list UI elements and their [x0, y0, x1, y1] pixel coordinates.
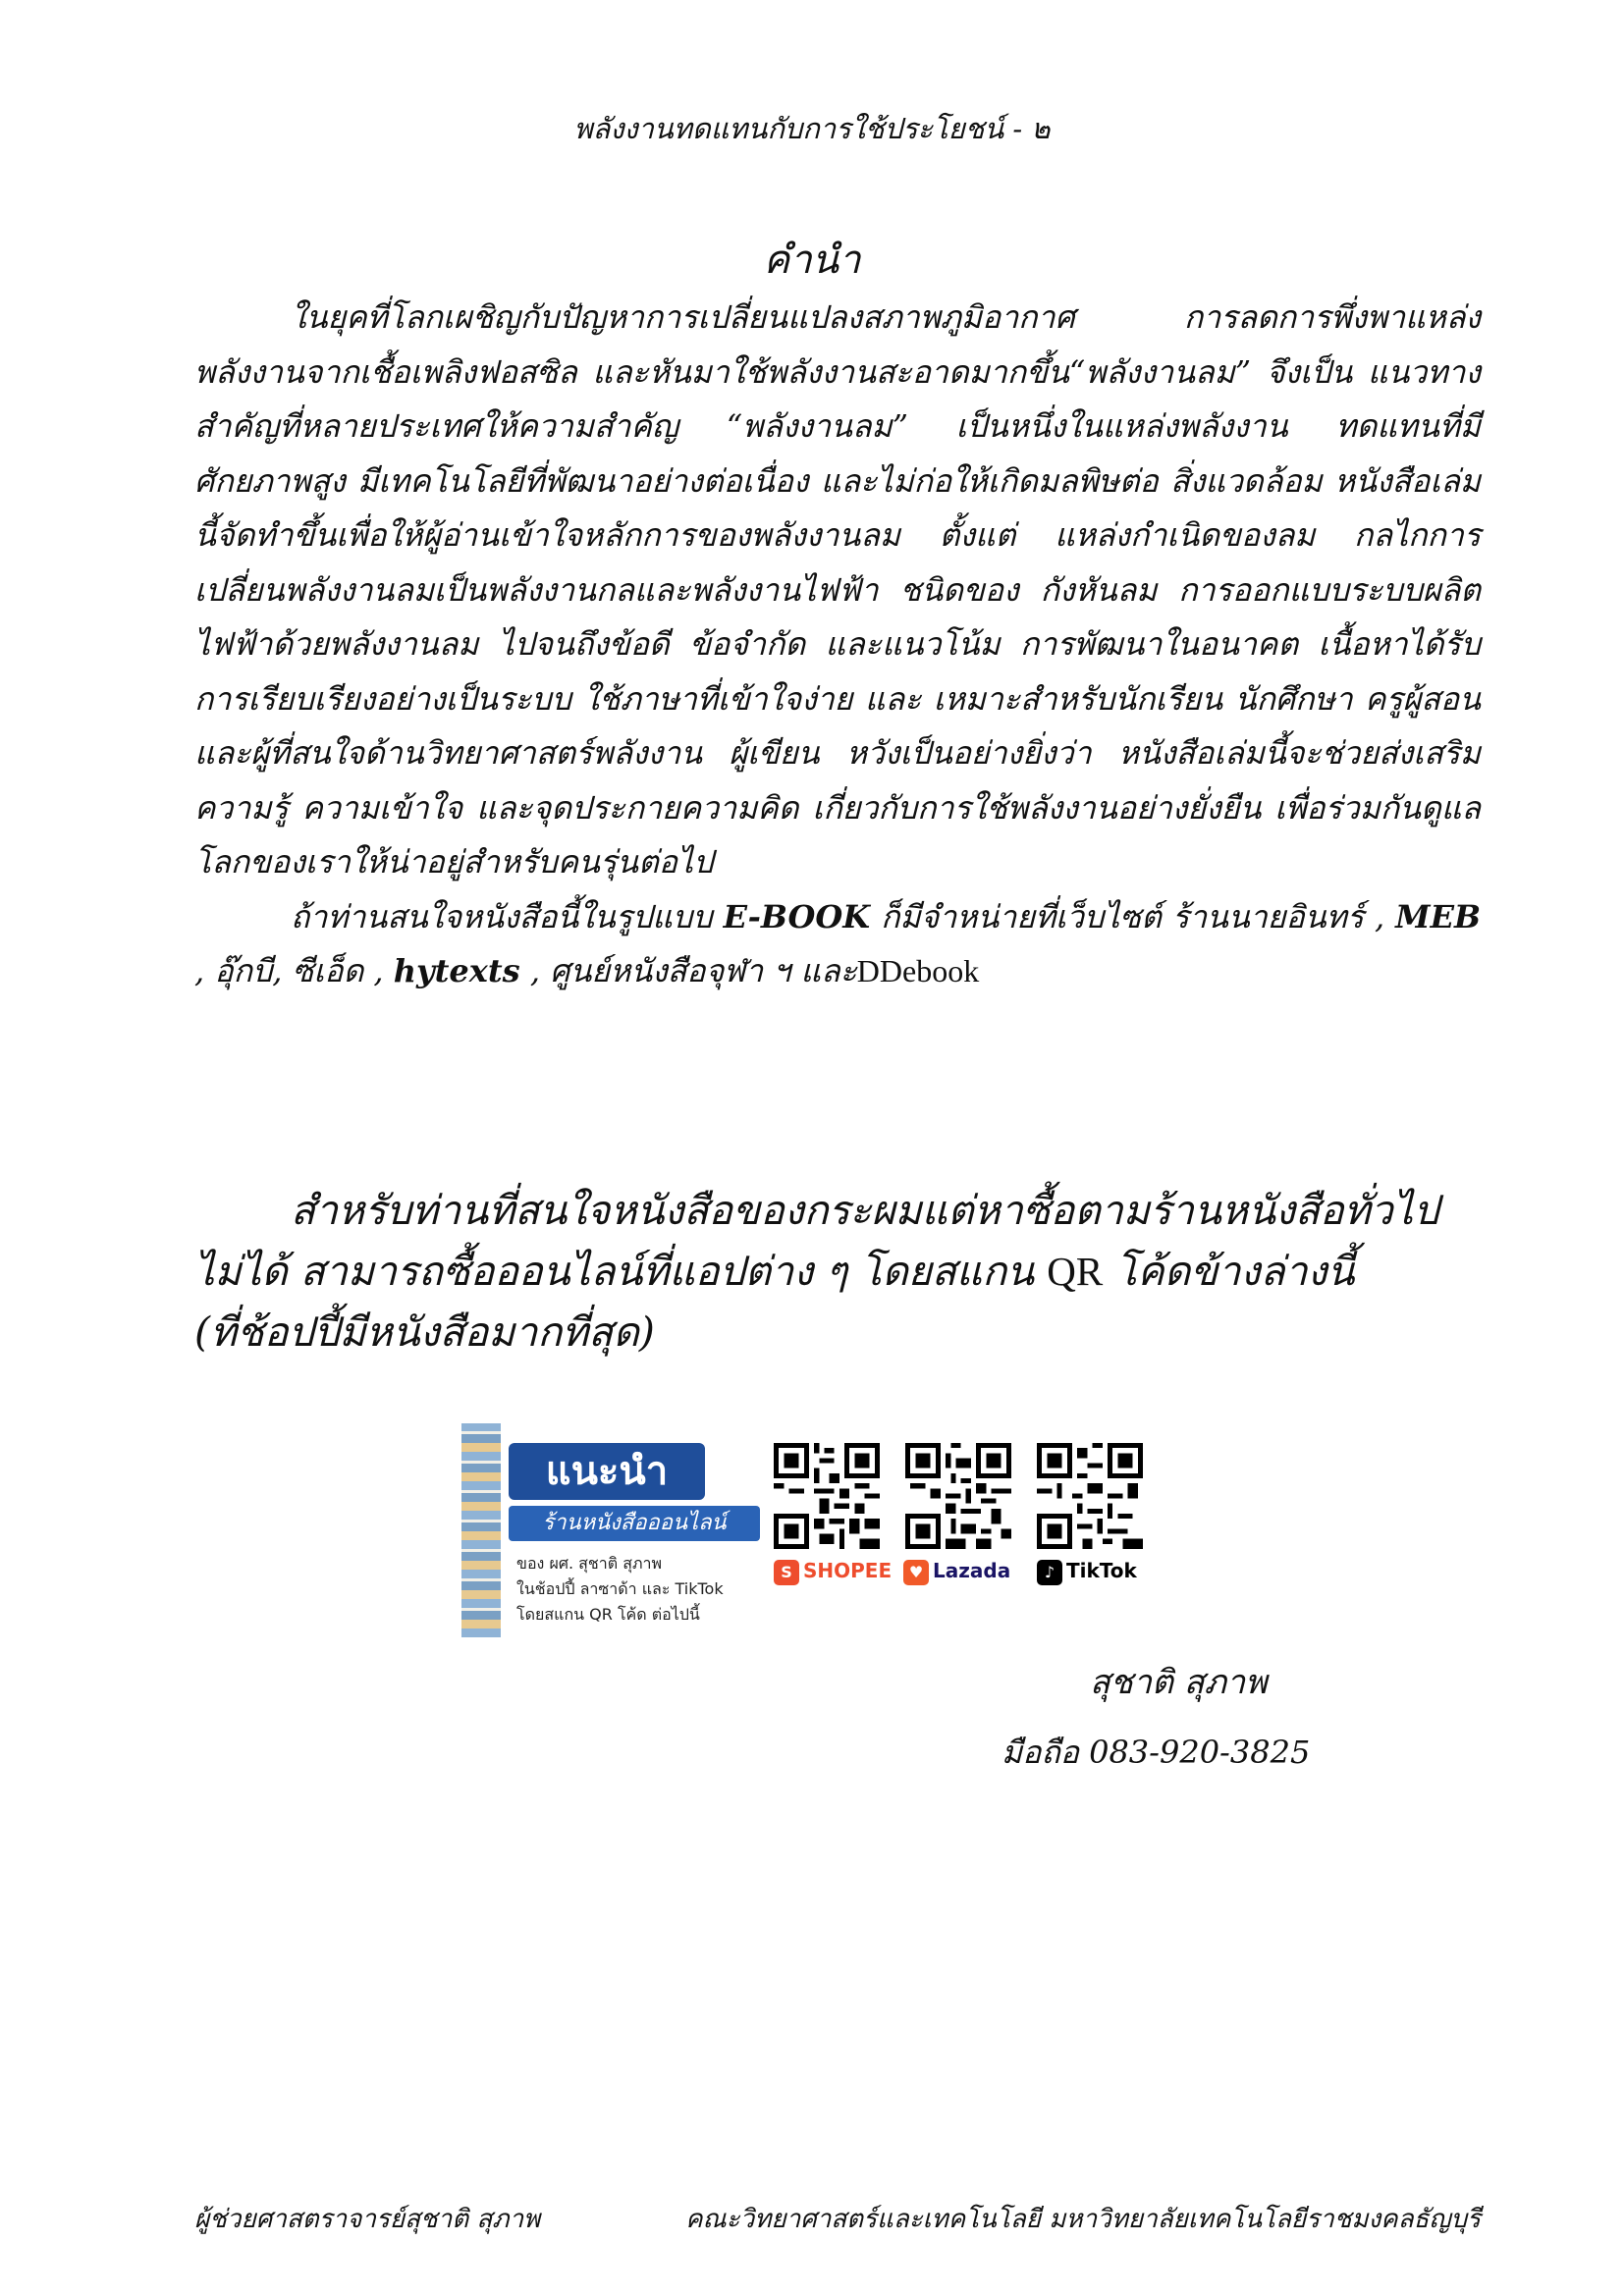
- intro-line: พลังงานจากเชื้อเพลิงฟอสซิล และหันมาใช้พลังงานสะอาดมากขึ้น“พลังงานลม” จึงเป็น: [194, 352, 1353, 391]
- intro-line: สิ่งแวดล้อม หนังสือเล่มนี้จัดทำขึ้นเพื่อให้ผู้อ่านเข้าใจหลักการของพลังงานลม ตั้งแต่: [194, 461, 1482, 554]
- author-signature: สุชาติ สุภาพ: [1090, 1663, 1268, 1702]
- page-title: คำนำ: [763, 238, 861, 283]
- lazada-name: Lazada: [933, 1559, 1011, 1582]
- tiktok-name: TikTok: [1066, 1559, 1137, 1582]
- preface-body: [194, 291, 1481, 999]
- cta-note: (ที่ช้อปปี้มีหนังสือมากที่สุด): [194, 1308, 655, 1356]
- qr-code-icon: [774, 1443, 880, 1549]
- promo-line: ในช้อปปี้ ลาซาด้า และ TikTok: [516, 1579, 724, 1598]
- ebook-word: E-BOOK: [723, 897, 871, 935]
- tiktok-qr-code[interactable]: [1037, 1443, 1143, 1549]
- shopee-qr-code[interactable]: [774, 1443, 880, 1549]
- running-header: พลังงานทดแทนกับการใช้ประโยชน์ - ๒: [573, 112, 1051, 145]
- footer-author: ผู้ช่วยศาสตราจารย์สุชาติ สุภาพ: [194, 2205, 541, 2234]
- promo-line: ของ ผศ. สุชาติ สุภาพ: [516, 1554, 663, 1573]
- intro-line: แหล่งกำเนิดของลม กลไกการเปลี่ยนพลังงานลมเป็นพลังงานกลและพลังงานไฟฟ้า ชนิดของ: [194, 516, 1482, 609]
- shopee-name: SHOPEE: [803, 1559, 893, 1582]
- ebook-text: ก็มีจำหน่ายที่เว็บไซต์ ร้านนายอินทร์ ,: [870, 897, 1396, 935]
- lazada-label[interactable]: [903, 1559, 1010, 1585]
- promo-banner: [461, 1423, 774, 1637]
- ebook-text: , ศูนย์หนังสือจุฬา ฯ และ: [519, 952, 857, 989]
- cta-text: โค้ดข้างล่างนี้: [1103, 1248, 1355, 1295]
- tiktok-note-icon: ♪: [1037, 1560, 1062, 1585]
- intro-line: ทดแทนที่มีศักยภาพสูง มีเทคโนโลยีที่พัฒนาอย่างต่อเนื่อง และไม่ก่อให้เกิดมลพิษต่อ: [194, 407, 1481, 500]
- promo-line: โดยสแกน QR โค้ด ต่อไปนี้: [516, 1605, 700, 1624]
- shopee-bag-icon: S: [774, 1560, 799, 1585]
- ddebook-store: DDebook: [856, 953, 980, 988]
- intro-line: หวังเป็นอย่างยิ่งว่า หนังสือเล่มนี้จะช่วยส่งเสริมความรู้ ความเข้าใจ และจุดประกายความคิด: [194, 734, 1482, 827]
- promo-description: [516, 1551, 772, 1628]
- intro-line: เหมาะสำหรับนักเรียน นักศึกษา ครูผู้สอน และผู้ที่สนใจด้านวิทยาศาสตร์พลังงาน ผู้เขียน: [194, 679, 1481, 772]
- ebook-paragraph: [194, 890, 1481, 999]
- intro-line: เกี่ยวกับการใช้พลังงานอย่างยั่งยืน เพื่อร่วมกันดูแลโลกของเราให้น่าอยู่สำหรับคนรุ่นต่อไป: [194, 788, 1482, 881]
- intro-paragraph: [194, 291, 1481, 890]
- ebook-text: , อุ๊กบี, ซีเอ็ด ,: [194, 952, 394, 989]
- books-stack-image: [461, 1423, 501, 1637]
- qr-word: QR: [1047, 1249, 1104, 1294]
- qr-code-icon: [905, 1443, 1011, 1549]
- promo-tag: แนะนำ: [509, 1443, 705, 1500]
- tiktok-label[interactable]: [1037, 1559, 1137, 1585]
- footer-institution: คณะวิทยาศาสตร์และเทคโนโลยี มหาวิทยาลัยเทคโนโลยีราชมงคลธัญบุรี: [685, 2205, 1481, 2234]
- hytexts-store: hytexts: [393, 952, 520, 989]
- cta-text: ไม่ได้ สามารถซื้อออนไลน์ที่แอปต่าง ๆ โดยสแกน: [194, 1248, 1048, 1295]
- shopee-label[interactable]: [774, 1559, 892, 1585]
- intro-line: ในยุคที่โลกเผชิญกับปัญหาการเปลี่ยนแปลงสภาพภูมิอากาศ การลดการพึ่งพาแหล่ง: [291, 298, 1481, 336]
- promo-subtitle: ร้านหนังสือออนไลน์: [509, 1506, 760, 1541]
- lazada-heart-icon: ♥: [903, 1560, 929, 1585]
- cta-line: สำหรับท่านที่สนใจหนังสือของกระผมแต่หาซื้อตามร้านหนังสือทั่วไป: [291, 1187, 1439, 1234]
- intro-line: กังหันลม การออกแบบระบบผลิตไฟฟ้าด้วยพลังงานลม ไปจนถึงข้อดี ข้อจำกัด และแนวโน้ม: [194, 570, 1482, 663]
- lazada-qr-code[interactable]: [905, 1443, 1011, 1549]
- call-to-action: [194, 1180, 1481, 1362]
- author-phone: มือถือ 083-920-3825: [1001, 1734, 1311, 1771]
- promo-block: [461, 1423, 1168, 1649]
- cta-line: [194, 1241, 1481, 1302]
- intro-line: แนวทางสำคัญที่หลายประเทศให้ความสำคัญ “พลังงานลม” เป็นหนึ่งในแหล่งพลังงาน: [194, 352, 1482, 445]
- qr-code-icon: [1037, 1443, 1143, 1549]
- intro-line: การพัฒนาในอนาคต เนื้อหาได้รับการเรียบเรียงอย่างเป็นระบบ ใช้ภาษาที่เข้าใจง่าย และ: [194, 625, 1481, 718]
- meb-store: MEB: [1395, 897, 1482, 935]
- ebook-text: ถ้าท่านสนใจหนังสือนี้ในรูปแบบ: [291, 897, 724, 935]
